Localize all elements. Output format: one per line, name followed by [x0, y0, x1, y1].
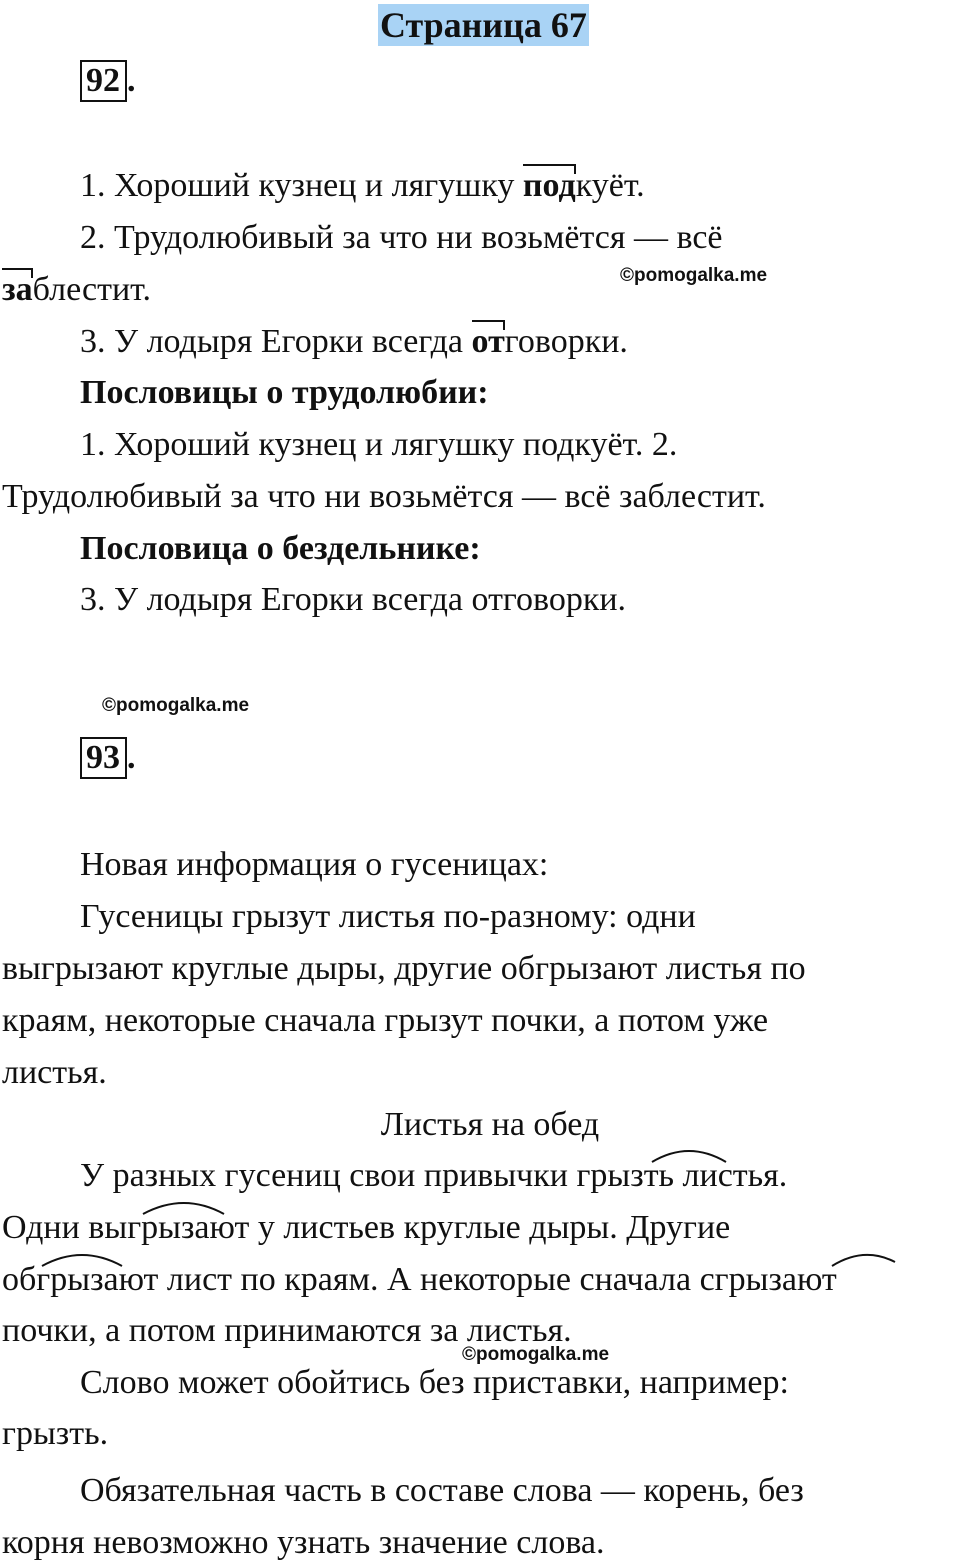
conclusion-line-2: грызть. [2, 1415, 109, 1452]
watermark: ©pomogalka.me [462, 1344, 610, 1365]
watermark: ©pomogalka.me [620, 265, 768, 286]
exercise-number-dot: . [127, 739, 136, 776]
info-line-3: краям, некоторые сначала грызут почки, а потом уже [2, 1002, 769, 1039]
root-arc-gryzt [652, 1151, 726, 1162]
proverb-3-text: 3. У лодыря Егорки всегда [80, 323, 472, 360]
info-line-2: выгрызают круглые дыры, другие обгрызают листья по [2, 950, 806, 987]
page-title: Страница 67 [380, 5, 587, 45]
watermark: ©pomogalka.me [102, 695, 250, 716]
conclusion-line-1: Слово может обойтись без приставки, например: [80, 1364, 789, 1401]
prefix-pod: под [522, 167, 576, 204]
root-arc-ogryzayut [42, 1255, 122, 1266]
prefix-za: за [2, 271, 33, 308]
story-line-4: почки, а потом принимаются за листья. [2, 1312, 572, 1349]
story-line-2: Одни выгрызают у листьев круглые дыры. Другие [2, 1209, 731, 1246]
info-heading: Новая информация о гусеницах: [80, 846, 549, 883]
prefix-ot: от [471, 323, 505, 360]
story-line-3: обгрызают лист по краям. А некоторые сначала сгрызают [2, 1261, 837, 1298]
answer-line-1: 1. Хороший кузнец и лягушку подкуёт. 2. [80, 426, 678, 463]
exercise-number-box: 92 [80, 60, 127, 102]
info-line-1: Гусеницы грызут листья по-разному: одни [80, 898, 696, 935]
proverb-2-end: блестит. [32, 271, 151, 308]
exercise-number-box: 93 [80, 737, 127, 779]
answer-line-3: 3. У лодыря Егорки всегда отговорки. [80, 581, 627, 618]
proverb-3-end: говорки. [504, 323, 628, 360]
story-title: Листья на обед [380, 1106, 600, 1143]
root-arc-sgryzayut [832, 1255, 895, 1266]
conclusion-line-4: корня невозможно узнать значение слова. [2, 1524, 605, 1561]
info-line-4: листья. [2, 1054, 107, 1091]
conclusion-line-3: Обязательная часть в составе слова — корень, без [80, 1472, 804, 1509]
exercise-number-dot: . [127, 62, 136, 99]
proverb-2: 2. Трудолюбивый за что ни возьмётся — всё [80, 219, 723, 256]
heading-idler: Пословица о бездельнике: [80, 530, 481, 567]
proverb-1-end: куёт. [575, 167, 645, 204]
answer-line-2: Трудолюбивый за что ни возьмётся — всё заблестит. [2, 478, 766, 515]
heading-diligence: Пословицы о трудолюбии: [80, 374, 489, 411]
story-line-1: У разных гусениц свои привычки грызть листья. [80, 1157, 788, 1194]
root-arc-vygryzayut [143, 1203, 224, 1214]
proverb-1-text: 1. Хороший кузнец и лягушку [80, 167, 523, 204]
